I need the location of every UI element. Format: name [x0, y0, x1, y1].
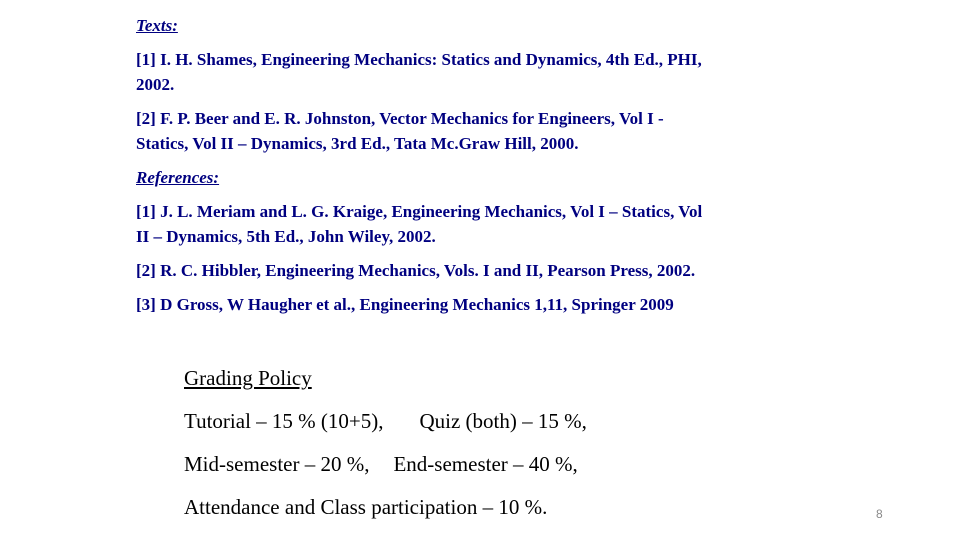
text-item-2-line-1: [2] F. P. Beer and E. R. Johnston, Vector Mechanics for Engineers, Vol I - — [136, 109, 664, 128]
grading-quiz: Quiz (both) – 15 %, — [419, 409, 587, 433]
text-item-2 — [136, 106, 836, 156]
grading-row-3 — [184, 493, 587, 521]
reference-item-3-line-1: [3] D Gross, W Haugher et al., Engineering Mechanics 1,11, Springer 2009 — [136, 295, 674, 314]
texts-heading: Texts: — [136, 16, 178, 35]
reference-item-2 — [136, 258, 836, 283]
reference-item-2-line-1: [2] R. C. Hibbler, Engineering Mechanics, Vols. I and II, Pearson Press, 2002. — [136, 261, 696, 280]
bibliography — [136, 13, 836, 326]
text-item-1-line-2: 2002. — [136, 75, 175, 94]
reference-item-1-line-2: II – Dynamics, 5th Ed., John Wiley, 2002. — [136, 227, 436, 246]
grading-attendance: Attendance and Class participation – 10 %. — [184, 495, 548, 519]
references-heading: References: — [136, 168, 220, 187]
grading-row-2 — [184, 450, 587, 478]
grading-tutorial: Tutorial – 15 % (10+5), — [184, 409, 384, 433]
grading-title: Grading Policy — [184, 366, 312, 390]
grading-midsem: Mid-semester – 20 %, — [184, 452, 370, 476]
reference-item-3 — [136, 292, 836, 317]
text-item-1-line-1: [1] I. H. Shames, Engineering Mechanics: Statics and Dynamics, 4th Ed., PHI, — [136, 50, 702, 69]
reference-item-1-line-1: [1] J. L. Meriam and L. G. Kraige, Engineering Mechanics, Vol I – Statics, Vol — [136, 202, 703, 221]
grading-endsem: End-semester – 40 %, — [393, 452, 578, 476]
text-item-2-line-2: Statics, Vol II – Dynamics, 3rd Ed., Tata Mc.Graw Hill, 2000. — [136, 134, 579, 153]
text-item-1 — [136, 47, 836, 97]
page-number: 8 — [876, 507, 883, 521]
grading-policy — [184, 364, 587, 536]
grading-row-1 — [184, 407, 587, 435]
reference-item-1 — [136, 199, 836, 249]
grading-title-row — [184, 364, 587, 392]
